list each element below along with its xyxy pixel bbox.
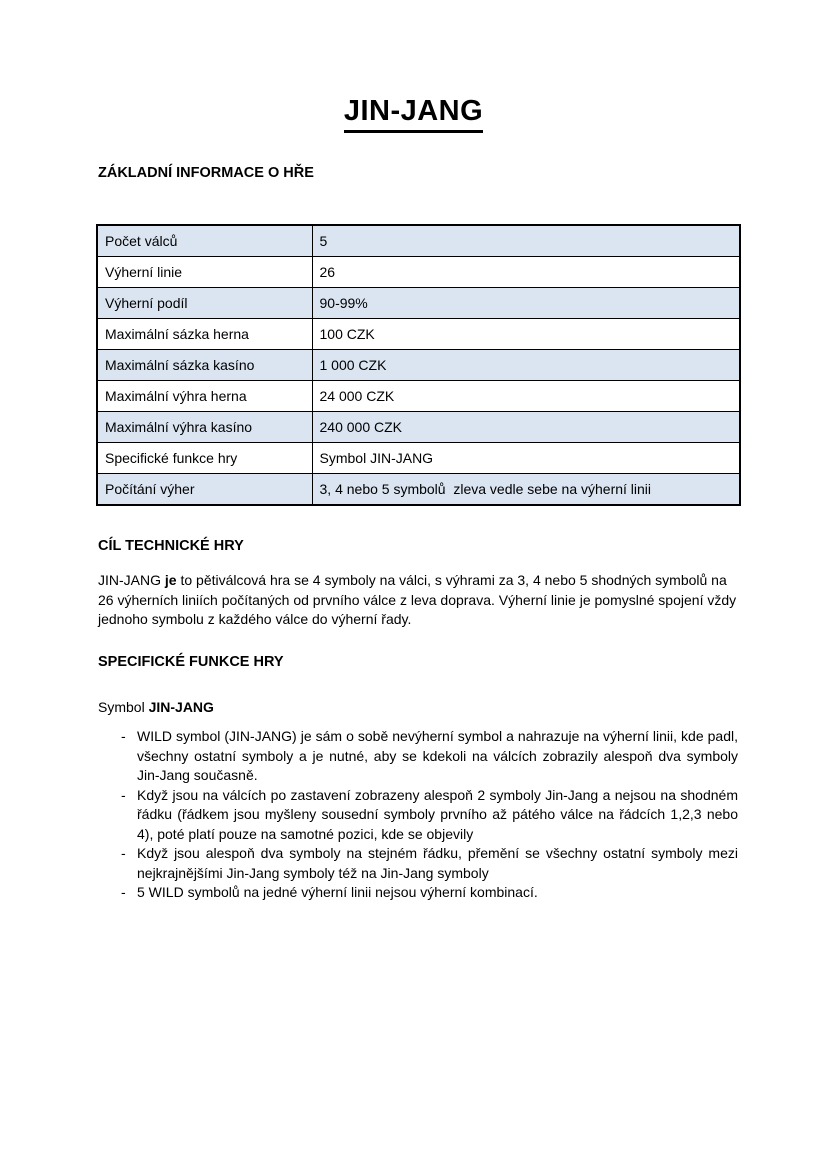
table-row	[97, 381, 740, 412]
list-item	[121, 727, 742, 786]
row-label: Počítání výher	[97, 474, 312, 506]
row-value: 3, 4 nebo 5 symbolů zleva vedle sebe na výherní linii	[312, 474, 740, 506]
goal-paragraph	[98, 571, 741, 630]
game-info-table	[96, 224, 741, 506]
page-content	[0, 164, 827, 903]
row-label: Maximální sázka herna	[97, 319, 312, 350]
table-row	[97, 474, 740, 506]
list-item-text: Když jsou alespoň dva symboly na stejném řádku, přemění se všechny ostatní symboly mezi nejkrajnějšími Jin-Jang symboly též na Jin-Jang symboly	[137, 845, 742, 881]
dash-marker: -	[121, 728, 126, 745]
table-row	[97, 350, 740, 381]
list-item-text: 5 WILD symbolů na jedné výherní linii nejsou výherní kombinací.	[137, 884, 538, 901]
row-value: 90-99%	[312, 288, 740, 319]
list-item	[121, 844, 742, 883]
table-row	[97, 288, 740, 319]
table-row	[97, 257, 740, 288]
row-label: Maximální výhra kasíno	[97, 412, 312, 443]
list-item	[121, 786, 742, 845]
row-value: 24 000 CZK	[312, 381, 740, 412]
row-value: Symbol JIN-JANG	[312, 443, 740, 474]
symbol-line-prefix: Symbol	[98, 698, 149, 715]
goal-paragraph-rest: to pětiválcová hra se 4 symboly na válci, s výhrami za 3, 4 nebo 5 shodných symbolů na 26 výherních liniích počítaných od prvního válce z leva doprava. Výherní linie je pomyslné spojení vždy jednoho symbolu z každého válce do výherní řady.	[98, 572, 741, 628]
list-item	[121, 883, 738, 903]
symbol-line	[98, 698, 738, 718]
heading-basic-info: ZÁKLADNÍ INFORMACE O HŘE	[98, 165, 314, 182]
row-value: 240 000 CZK	[312, 412, 740, 443]
row-value: 26	[312, 257, 740, 288]
goal-paragraph-lead: JIN-JANG	[98, 572, 165, 589]
heading-goal: CÍL TECHNICKÉ HRY	[98, 538, 244, 555]
row-label: Počet válců	[97, 225, 312, 257]
table-row	[97, 319, 740, 350]
page-title-text: JIN-JANG	[344, 95, 483, 133]
row-label: Maximální výhra herna	[97, 381, 312, 412]
wild-rules-list	[98, 727, 742, 903]
dash-marker: -	[121, 884, 126, 901]
list-item-text: WILD symbol (JIN-JANG) je sám o sobě nevýherní symbol a nahrazuje na výherní linii, kde padl, všechny ostatní symboly a je nutné, aby se kdekoli na válcích zobrazily alespoň dva symboly Jin-Jang současně.	[137, 728, 742, 784]
goal-paragraph-bold: je	[164, 572, 177, 589]
symbol-line-name: JIN-JANG	[148, 698, 214, 715]
table-row	[97, 412, 740, 443]
dash-marker: -	[121, 845, 126, 862]
row-value: 5	[312, 225, 740, 257]
dash-marker: -	[121, 786, 126, 803]
row-value: 100 CZK	[312, 319, 740, 350]
table-row	[97, 443, 740, 474]
row-value: 1 000 CZK	[312, 350, 740, 381]
table-row	[97, 225, 740, 257]
row-label: Výherní podíl	[97, 288, 312, 319]
row-label: Maximální sázka kasíno	[97, 350, 312, 381]
row-label: Specifické funkce hry	[97, 443, 312, 474]
row-label: Výherní linie	[97, 257, 312, 288]
heading-specific-functions: SPECIFICKÉ FUNKCE HRY	[98, 653, 284, 670]
list-item-text: Když jsou na válcích po zastavení zobrazeny alespoň 2 symboly Jin-Jang a nejsou na shodném řádku (řádkem jsou myšleny sousední symboly prvního až pátého válce na řádcích 1,2,3 nebo 4), poté platí pouze na samotné pozici, kde se objevily	[137, 786, 742, 842]
page-title	[0, 0, 827, 133]
